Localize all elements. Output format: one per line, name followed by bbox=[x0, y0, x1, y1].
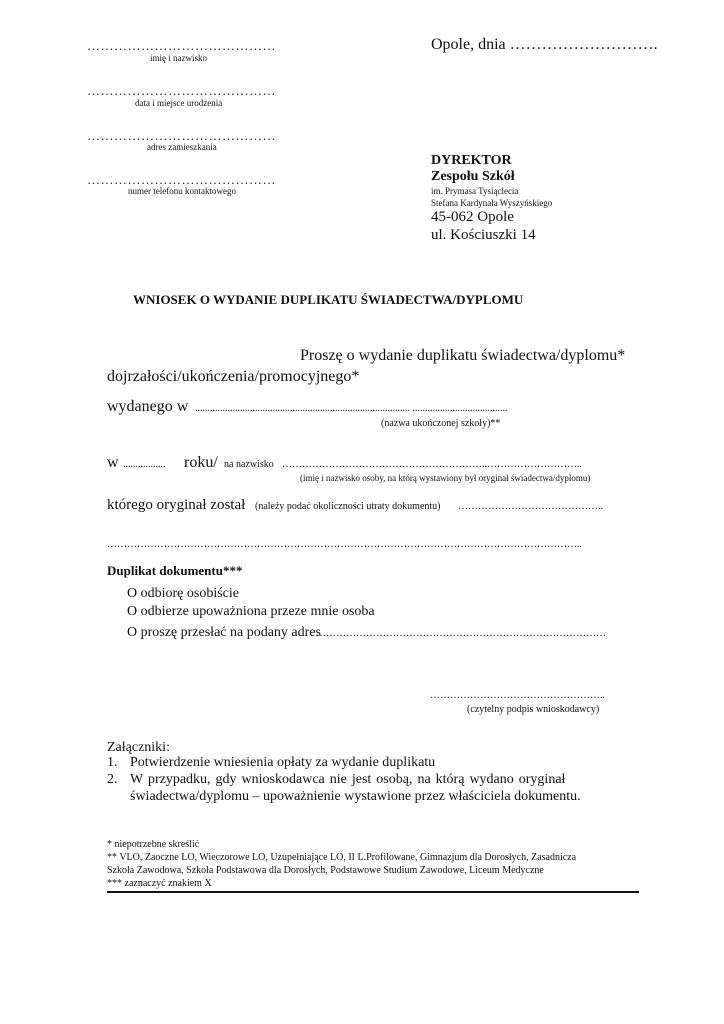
for-name-dots[interactable]: ……………………………………………………..……………………….. bbox=[282, 459, 582, 470]
option-pickup-authorized[interactable]: O odbierze upoważniona przeze mnie osoba bbox=[127, 604, 375, 619]
attachment-2-line-2: świadectwa/dyplomu – upoważnienie wystawione przez właściciela dokumentu. bbox=[130, 789, 581, 804]
attachment-1-num: 1. bbox=[107, 755, 118, 770]
recipient-patron-1: im. Prymasa Tysiąclecia bbox=[431, 186, 519, 196]
request-line-2: dojrzałości/ukończenia/promocyjnego* bbox=[107, 368, 360, 385]
original-hint: (należy podać okoliczności utraty dokumentu) bbox=[255, 501, 441, 512]
issued-in-dots[interactable]: ...................................................................................... ...................................... bbox=[195, 403, 508, 414]
birth-label: data i miejsce urodzenia bbox=[135, 98, 223, 108]
original-dots[interactable]: …………………………………….. bbox=[458, 501, 603, 512]
school-name-hint: (nazwa ukończonej szkoły)** bbox=[381, 418, 501, 429]
recipient-street: ul. Kościuszki 14 bbox=[431, 227, 536, 243]
phone-label: numer telefonu kontaktowego bbox=[128, 186, 236, 196]
in-label: w bbox=[107, 454, 119, 471]
attachment-1-text: Potwierdzenie wniesienia opłaty za wydanie duplikatu bbox=[130, 755, 436, 770]
address-dots[interactable]: …………………………………… bbox=[87, 128, 276, 143]
footnote-2-line-2: Szkoła Zawodowa, Szkoła Podstawowa dla Dorosłych, Podstawowe Studium Zawodowe, Liceum Medyczne bbox=[107, 865, 544, 876]
footnote-3: *** zaznaczyć znakiem X bbox=[107, 878, 212, 889]
place-date[interactable]: Opole, dnia ………………………. bbox=[431, 36, 658, 53]
option-send-address[interactable]: O proszę przesłać na podany adres bbox=[127, 625, 321, 640]
for-name-hint: (imię i nazwisko osoby, na którą wystawiony był oryginał świadectwa/dyplomu) bbox=[300, 473, 591, 483]
birth-dots[interactable]: …………………………………… bbox=[87, 83, 276, 98]
name-label: imię i nazwisko bbox=[150, 53, 207, 63]
option-pickup-self[interactable]: O odbiorę osobiście bbox=[127, 586, 239, 601]
year-dots[interactable]: ................. bbox=[123, 459, 166, 470]
request-line-1: Proszę o wydanie duplikatu świadectwa/dyplomu* bbox=[300, 347, 626, 364]
year-label: roku/ bbox=[184, 454, 218, 471]
issued-in-label: wydanego w bbox=[107, 398, 189, 415]
footnote-divider bbox=[107, 891, 639, 893]
recipient-school: Zespołu Szkół bbox=[431, 169, 515, 184]
original-label: którego oryginał został bbox=[107, 497, 246, 513]
for-name-label: na nazwisko bbox=[224, 459, 274, 470]
address-label: adres zamieszkania bbox=[147, 142, 217, 152]
attachment-2-num: 2. bbox=[107, 772, 118, 787]
phone-dots[interactable]: …………………………………… bbox=[87, 172, 276, 187]
recipient-postal: 45-062 Opole bbox=[431, 209, 514, 225]
continuation-dots[interactable]: …………………………………………………………………………………………………………………………….. bbox=[107, 539, 582, 550]
recipient-patron-2: Stefana Kardynała Wyszyńskiego bbox=[431, 198, 553, 208]
footnote-1: * niepotrzebne skreślić bbox=[107, 839, 200, 850]
duplicate-heading: Duplikat dokumentu*** bbox=[107, 563, 243, 578]
attachment-2-line-1: W przypadku, gdy wnioskodawca nie jest osobą, na którą wydano oryginał bbox=[130, 772, 566, 787]
form-title: WNIOSEK O WYDANIE DUPLIKATU ŚWIADECTWA/DYPLOMU bbox=[133, 292, 524, 307]
attachments-heading: Załączniki: bbox=[107, 740, 170, 755]
signature-hint: (czytelny podpis wnioskodawcy) bbox=[467, 704, 600, 715]
send-address-dots[interactable]: …………………………………………………………………………… bbox=[316, 628, 606, 639]
recipient-title: DYREKTOR bbox=[431, 153, 512, 168]
signature-dots[interactable]: …………………………………………….. bbox=[430, 690, 605, 701]
footnote-2-line-1: ** VLO, Zaoczne LO, Wieczorowe LO, Uzupełniające LO, II L.Profilowane, Gimnazjum dla Dorosłych, Zasadnicza bbox=[107, 852, 577, 863]
name-dots[interactable]: …………………………………… bbox=[87, 38, 276, 53]
